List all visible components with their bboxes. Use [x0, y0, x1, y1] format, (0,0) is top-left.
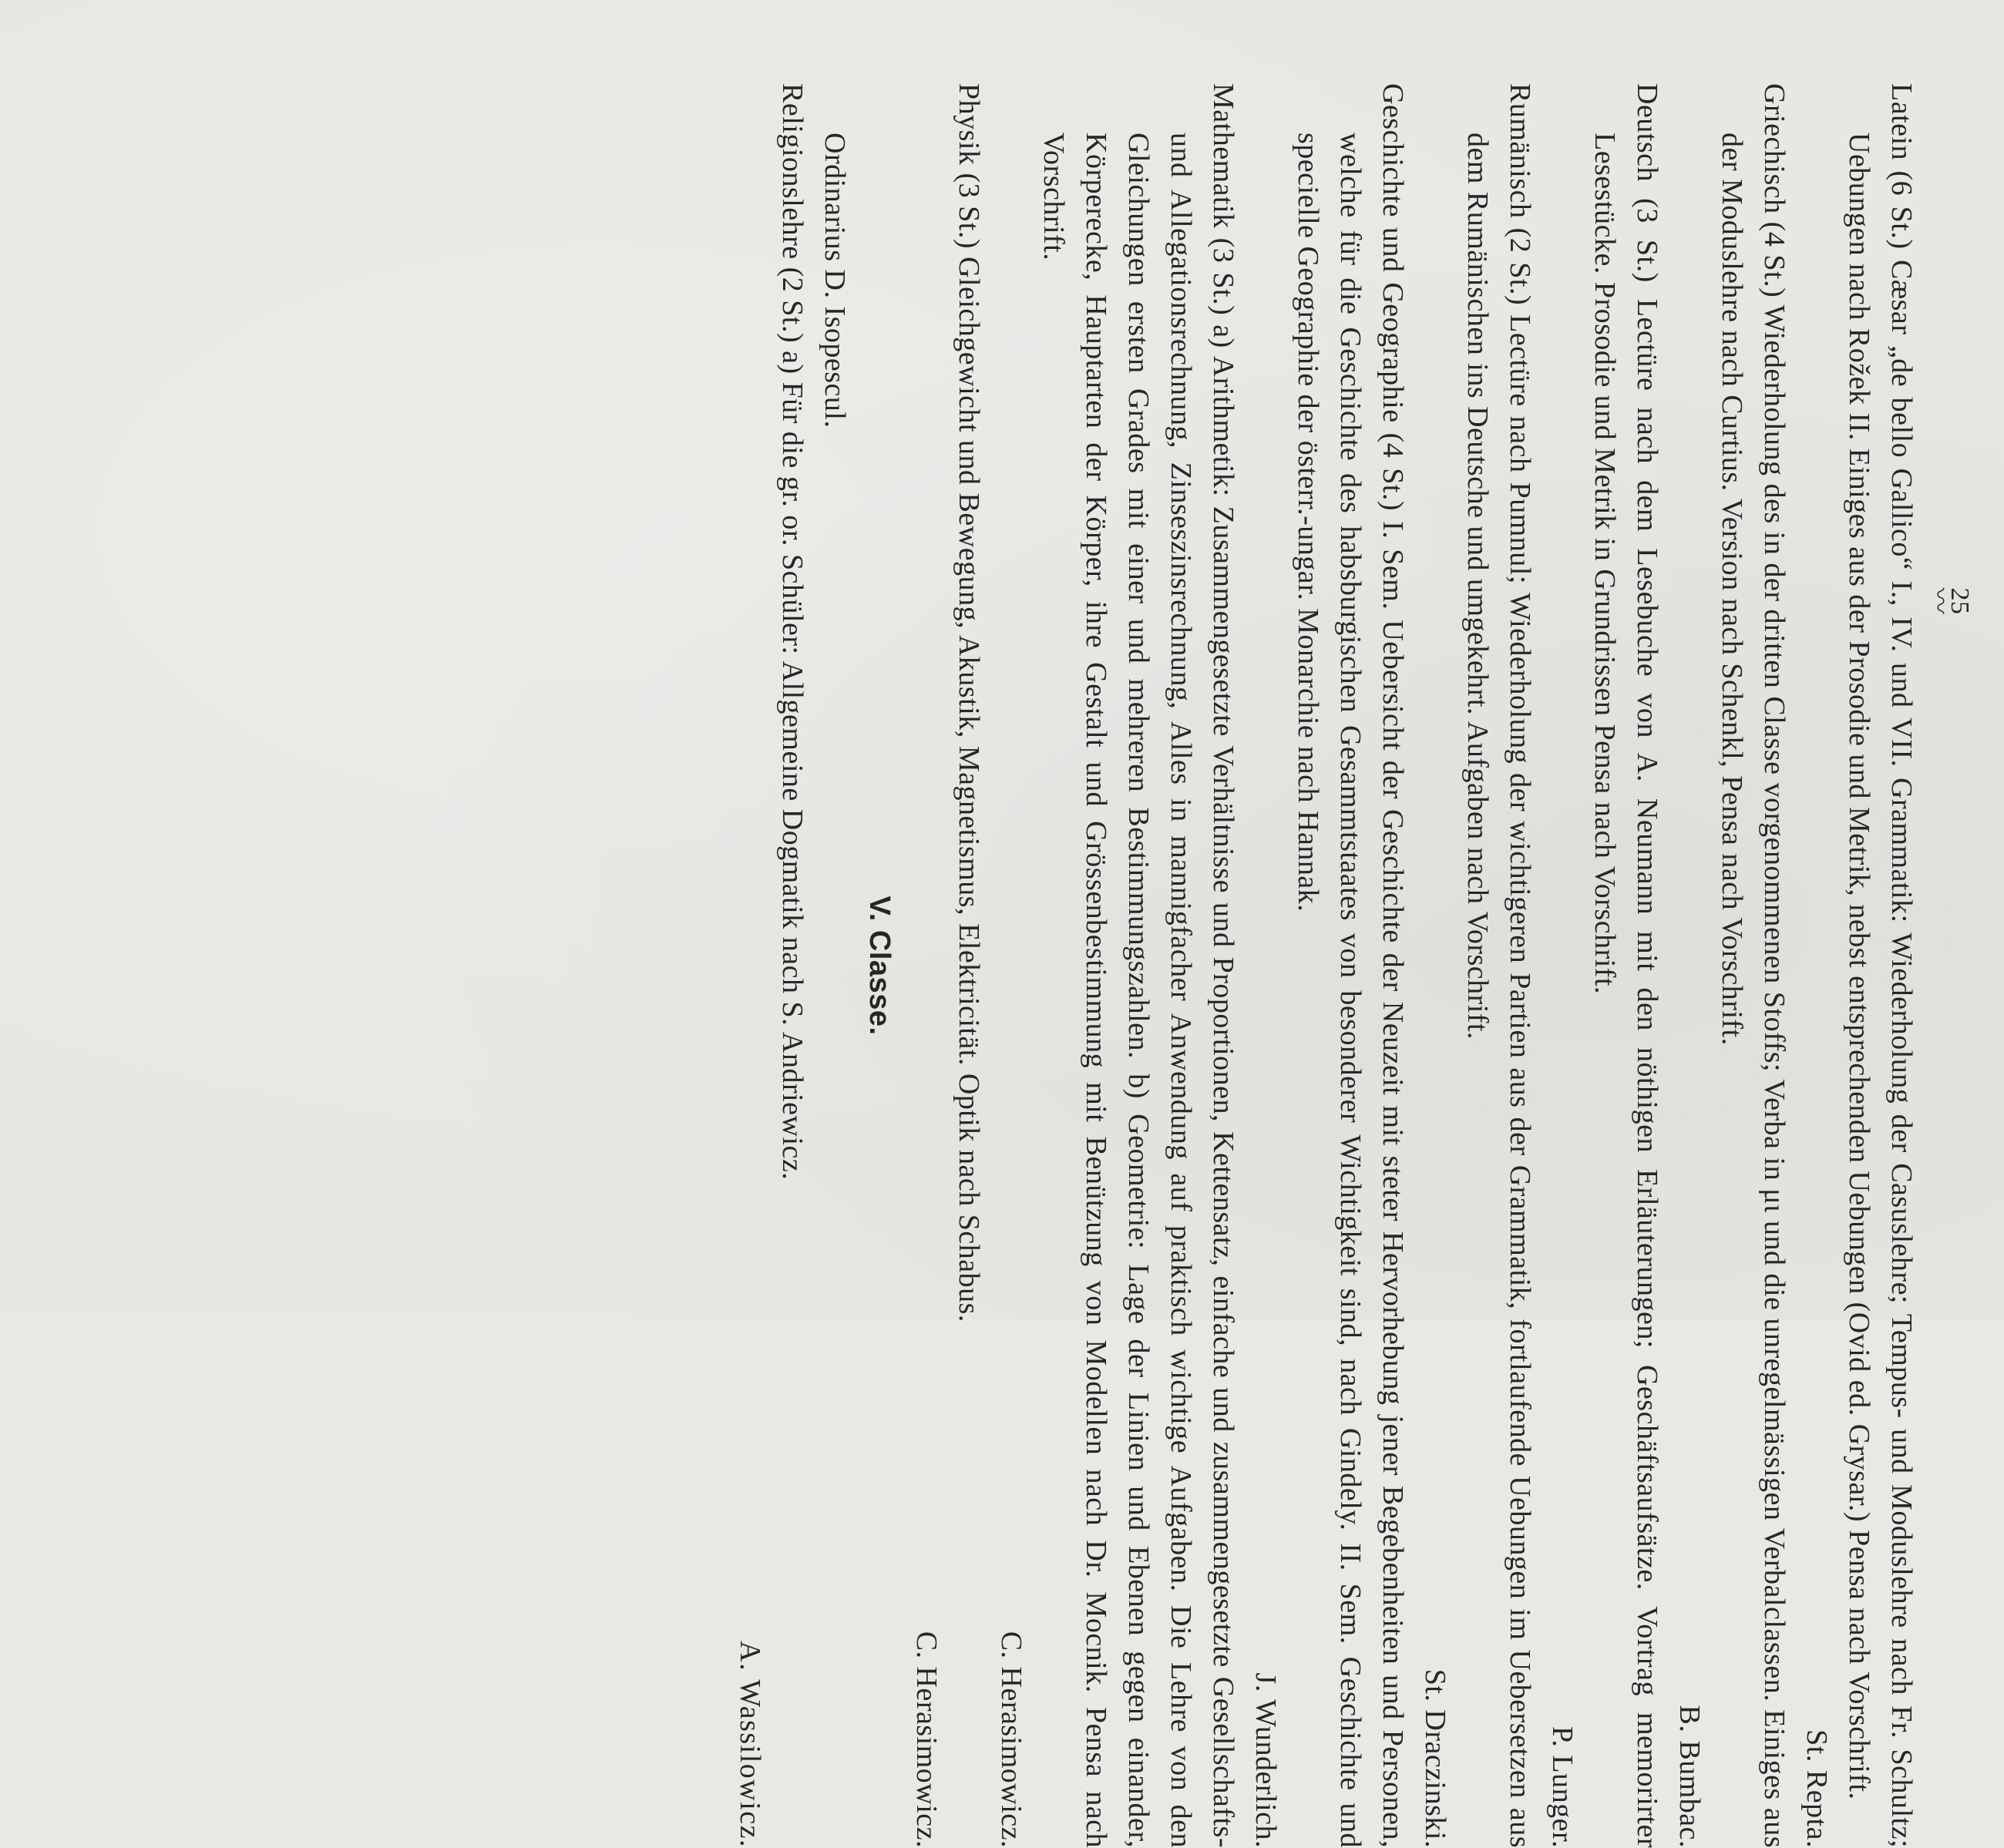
teacher-signature: B. Bumbac.: [1673, 1705, 1706, 1848]
subject-entry-griechisch: [1668, 83, 1795, 1848]
teacher-signature: A. Wassilowicz.: [734, 1641, 766, 1848]
teacher-signature: St. Repta.: [1801, 1729, 1833, 1848]
subject-text: Deutsch (3 St.) Lectüre nach dem Lesebuche von A. Neumann mit den nöthigen Erläuterungen; Geschäftsaufsätze. Vortrag memorirter Lesestücke. Prosodie und Metrik in Grundrissen Pensa nach Vorschrift.: [1589, 83, 1663, 1848]
subject-entry-geschichte: [1244, 83, 1414, 1848]
teacher-signature: C. Herasimowicz.: [910, 1631, 943, 1848]
teacher-signature: P. Lunger.: [1546, 1725, 1579, 1848]
section-heading: V. Classe.: [863, 895, 896, 1036]
page-number: 25: [1945, 587, 1974, 615]
subject-entry-religionslehre: [728, 83, 813, 1848]
subject-text: Rumänisch (2 St.) Lectüre nach Pumnul; Wiederholung der wichtigeren Partien aus der Grammatik, fortlaufende Uebungen im Uebersetzen aus dem Rumänischen ins Deutsche und umgekehrt. Aufgaben nach Vorschrift.: [1461, 83, 1536, 1848]
page-number-ornament: 〰: [1925, 587, 1953, 615]
subject-entry-physik: [905, 83, 990, 1848]
subject-entry-mathematik: [990, 83, 1244, 1848]
ordinarius-line: Ordinarius D. Isopescul.: [819, 133, 851, 428]
subject-text: Mathematik (3 St.) a) Arithmetik: Zusammengesetzte Verhältnisse und Proportionen, Kettensatz, einfache und zusammengesetzte Gesellschafts- und Allegationsrechnung, Zinseszinsrechnung, Alles in mannigfacher Anwendung auf praktisch wichtige Aufgaben. Die Lehre von den Gleichungen ersten Grades mit einer und mehreren Bestimmungszahlen. b) Geometrie: Lage der Linien und Ebenen gegen einander, Körperecke, Hauptarten der Körper, ihre Gestalt und Grössenbestimmung mit Benützung von Modellen nach Dr. Mocnik. Pensa nach Vorschrift.: [1037, 83, 1239, 1848]
teacher-signature: C. Herasimowicz.: [995, 1631, 1027, 1848]
text-block: [728, 83, 1922, 1848]
subject-text: Griechisch (4 St.) Wiederholung des in der dritten Classe vorgenommenen Stoffs; Verba in μι und die unregelmässigen Verbalclassen. Einiges aus der Moduslehre nach Curtius. Version nach Schenkl, Pensa nach Vorschrift.: [1716, 83, 1790, 1848]
subject-text: Physik (3 St.) Gleichgewicht und Bewegung, Akustik, Magnetismus, Elektricität. Optik nach Schabus.: [953, 83, 985, 1322]
subject-text: Religionslehre (2 St.) a) Für die gr. or. Schüler: Allgemeine Dogmatik nach S. Andriewicz.: [776, 83, 809, 1181]
subject-text: Latein (6 St.) Cæsar „de bello Gallico“ I., IV. und VII. Grammatik: Wiederholung der Casuslehre; Tempus- und Moduslehre nach Fr. Schultz; Uebungen nach Rožek II. Einiges aus der Prosodie und Metrik, nebst entsprechenden Uebungen (Ovid ed. Grysar.) Pensa nach Vorschrift.: [1843, 83, 1918, 1848]
subject-text: Geschichte und Geographie (4 St.) I. Sem. Uebersicht der Geschichte der Neuzeit mit steter Hervorhebung jener Begebenheiten und Personen, welche für die Geschichte des habsburgischen Gesammtstaates von besonderer Wichtigkeit sind, nach Gindely. II. Sem. Geschichte und specielle Geographie der österr.-ungar. Monarchie nach Hannak.: [1292, 83, 1409, 1848]
teacher-signature: J. Wunderlich.: [1249, 1672, 1282, 1848]
subject-entry-rumaenisch: [1414, 83, 1541, 1848]
subject-entry-latein: [1795, 83, 1922, 1848]
teacher-signature: St. Draczinski.: [1419, 1668, 1451, 1848]
subject-entry-deutsch: [1541, 83, 1668, 1848]
